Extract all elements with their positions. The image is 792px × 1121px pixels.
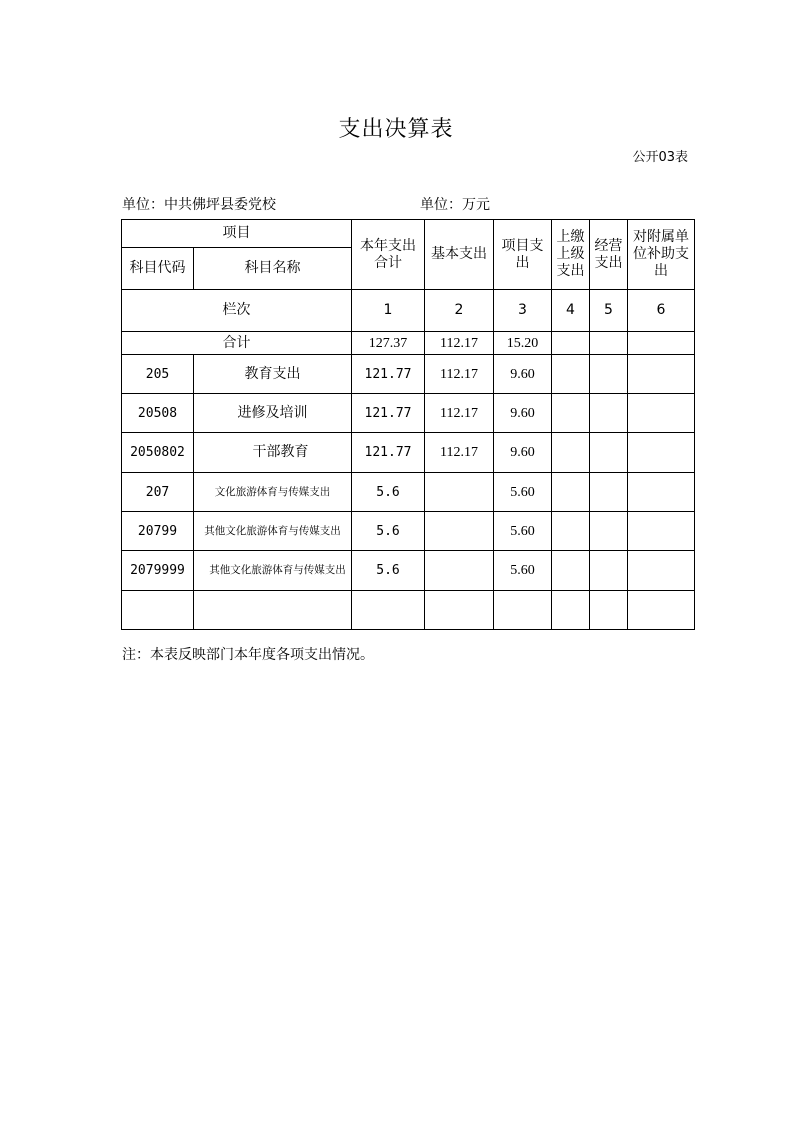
page-title: 支出决算表 bbox=[338, 117, 454, 142]
table-row bbox=[122, 473, 695, 512]
unit-currency: 单位：万元 bbox=[420, 197, 490, 213]
header-basic: 基本支出 bbox=[425, 220, 494, 290]
row-basic: 112.17 bbox=[425, 394, 494, 433]
row-basic bbox=[425, 551, 494, 591]
header-name: 科目名称 bbox=[194, 248, 352, 290]
row-name: 文化旅游体育与传媒支出 bbox=[194, 473, 352, 512]
column-index-3: 3 bbox=[494, 290, 552, 332]
header-item: 项目 bbox=[122, 220, 352, 248]
row-name: 其他文化旅游体育与传媒支出 bbox=[194, 512, 352, 551]
row-basic: 112.17 bbox=[425, 355, 494, 394]
row-code: 20799 bbox=[122, 512, 194, 551]
column-index-1: 1 bbox=[352, 290, 425, 332]
table-row bbox=[122, 512, 695, 551]
row-total: 5.6 bbox=[352, 512, 425, 551]
row-project: 5.60 bbox=[494, 551, 552, 591]
column-index-6: 6 bbox=[628, 290, 695, 332]
column-index-5: 5 bbox=[590, 290, 628, 332]
row-total: 121.77 bbox=[352, 394, 425, 433]
column-index-4: 4 bbox=[552, 290, 590, 332]
row-total: 121.77 bbox=[352, 355, 425, 394]
expenditure-table bbox=[121, 219, 695, 630]
table-row bbox=[122, 551, 695, 591]
row-basic bbox=[425, 512, 494, 551]
table-row bbox=[122, 433, 695, 473]
row-code: 2079999 bbox=[122, 551, 194, 591]
total-row-label: 合计 bbox=[122, 332, 352, 355]
header-total: 本年支出合计 bbox=[352, 220, 425, 290]
row-project: 5.60 bbox=[494, 473, 552, 512]
footnote: 注：本表反映部门本年度各项支出情况。 bbox=[122, 647, 374, 663]
form-number: 公开03表 bbox=[632, 150, 688, 165]
row-code: 205 bbox=[122, 355, 194, 394]
total-row-project: 15.20 bbox=[494, 332, 552, 355]
row-name: 进修及培训 bbox=[194, 394, 352, 433]
row-total: 121.77 bbox=[352, 433, 425, 473]
header-subsidy: 对附属单位补助支出 bbox=[628, 220, 695, 290]
header-operating: 经营支出 bbox=[590, 220, 628, 290]
header-project: 项目支出 bbox=[494, 220, 552, 290]
row-total: 5.6 bbox=[352, 473, 425, 512]
row-basic: 112.17 bbox=[425, 433, 494, 473]
row-name: 干部教育 bbox=[194, 433, 352, 473]
header-code: 科目代码 bbox=[122, 248, 194, 290]
column-index-2: 2 bbox=[425, 290, 494, 332]
header-upper: 上缴上级支出 bbox=[552, 220, 590, 290]
total-row-total: 127.37 bbox=[352, 332, 425, 355]
row-code: 207 bbox=[122, 473, 194, 512]
table-row bbox=[122, 355, 695, 394]
row-project: 9.60 bbox=[494, 355, 552, 394]
row-code: 20508 bbox=[122, 394, 194, 433]
unit-organization: 单位：中共佛坪县委党校 bbox=[122, 197, 276, 213]
empty-row bbox=[122, 591, 695, 630]
total-row-basic: 112.17 bbox=[425, 332, 494, 355]
row-project: 9.60 bbox=[494, 433, 552, 473]
row-project: 5.60 bbox=[494, 512, 552, 551]
column-index-label: 栏次 bbox=[122, 290, 352, 332]
row-basic bbox=[425, 473, 494, 512]
row-total: 5.6 bbox=[352, 551, 425, 591]
row-code: 2050802 bbox=[122, 433, 194, 473]
row-name: 教育支出 bbox=[194, 355, 352, 394]
row-project: 9.60 bbox=[494, 394, 552, 433]
table-row bbox=[122, 394, 695, 433]
row-name: 其他文化旅游体育与传媒支出 bbox=[194, 551, 352, 591]
